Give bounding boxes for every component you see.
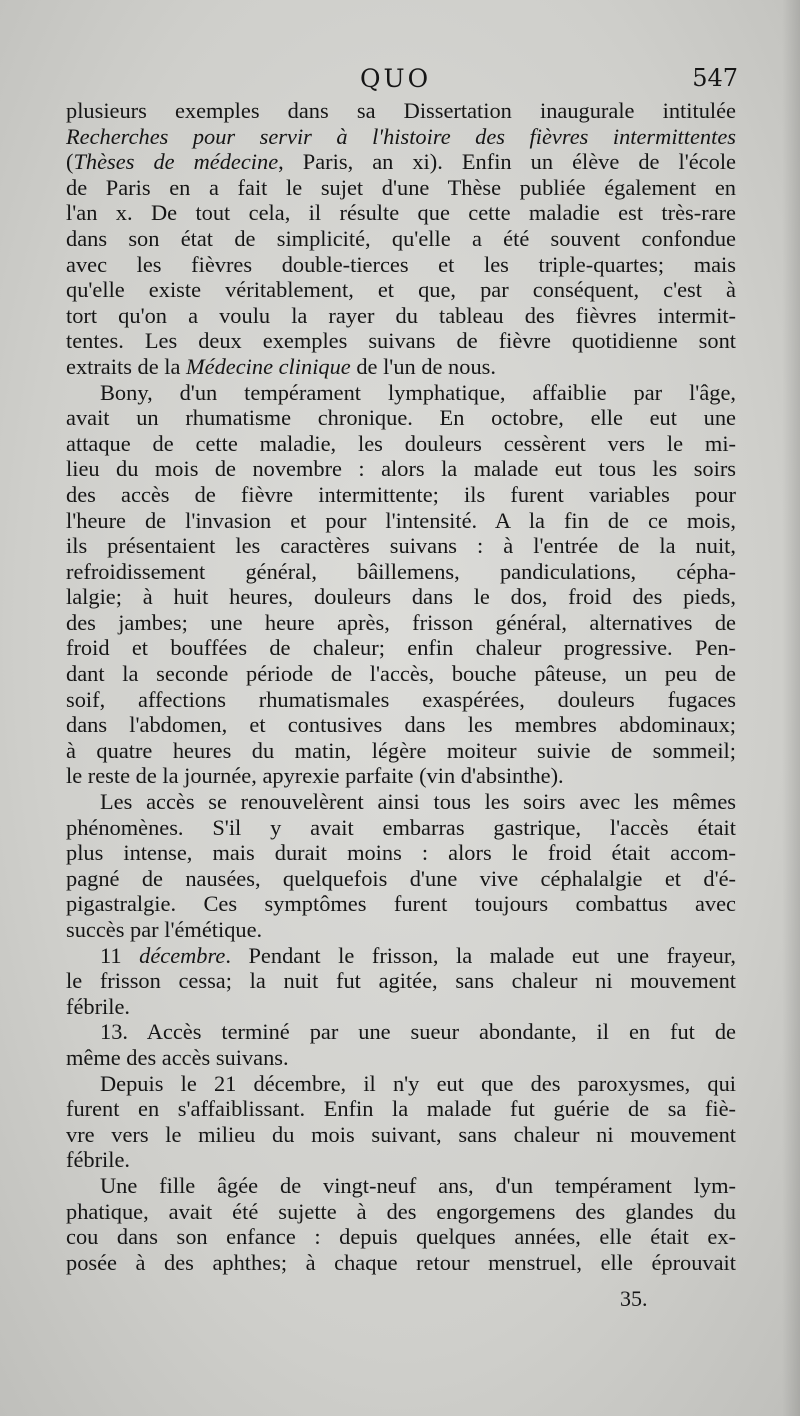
text-line: pagné de nausées, quelquefois d'une vive céphalalgie et d'é- [66, 865, 736, 891]
text-line: dans l'abdomen, et contusives dans les membres abdominaux; [66, 712, 736, 738]
text-line: succès par l'émétique. [66, 917, 263, 942]
text-line: attaque de cette maladie, les douleurs cessèrent vers le mi- [66, 430, 736, 456]
text-run: ( [66, 149, 74, 175]
text-line: 13. Accès terminé par une sueur abondante, il en fut de [100, 1019, 736, 1045]
text-line: même des accès suivans. [66, 1044, 289, 1070]
text-line: avait un rhumatisme chronique. En octobre, elle eut une [66, 405, 736, 431]
text-run: extraits de la [66, 353, 186, 379]
text-run: , Paris, an xi). Enfin un élève de l'école [278, 149, 736, 175]
text-run: . Pendant le frisson, la malade eut une frayeur, [225, 942, 736, 968]
italic-text: Médecine clinique [186, 353, 351, 379]
text-run: 11 [100, 942, 140, 968]
page-edge-shadow [782, 0, 800, 1416]
text-line: des jambes; une heure après, frisson général, alternatives de [66, 609, 736, 635]
text-line: dans son état de simplicité, qu'elle a été souvent confondue [66, 225, 736, 251]
text-line: posée à des aphthes; à chaque retour menstruel, elle éprouvait [66, 1249, 736, 1275]
text-line: Les accès se renouvelèrent ainsi tous les soirs avec les mêmes [100, 789, 736, 815]
text-line: vre vers le milieu du mois suivant, sans chaleur ni mouvement [66, 1121, 736, 1147]
text-line: plusieurs exemples dans sa Dissertation inaugurale intitulée [66, 98, 736, 123]
text-line [66, 943, 736, 969]
text-line: soif, affections rhumatismales exaspérées, douleurs fugaces [66, 686, 736, 712]
text-line: Bony, d'un tempérament lymphatique, affaiblie par l'âge, [100, 379, 736, 405]
text-line: plus intense, mais durait moins : alors le froid était accom- [66, 840, 736, 866]
text-line [66, 354, 736, 380]
text-line: le frisson cessa; la nuit fut agitée, sans chaleur ni mouvement [66, 968, 736, 994]
text-line: phénomènes. S'il y avait embarras gastrique, l'accès était [66, 814, 736, 840]
text-line: qu'elle existe véritablement, et que, par conséquent, c'est à [66, 277, 736, 303]
text-line: refroidissement général, bâillemens, pandiculations, cépha- [66, 558, 736, 584]
text-line [66, 149, 736, 175]
text-line: pigastralgie. Ces symptômes furent toujours combattus avec [66, 891, 736, 917]
text-line: furent en s'affaiblissant. Enfin la malade fut guérie de sa fiè- [66, 1096, 736, 1122]
text-line: avec les fièvres double-tierces et les triple-quartes; mais [66, 251, 736, 277]
running-head: QUO [360, 64, 432, 93]
signature-mark: 35. [620, 1286, 648, 1311]
italic-text: décembre [139, 942, 226, 968]
text-line: à quatre heures du matin, légère moiteur suivie de sommeil; [66, 737, 736, 763]
text-line: l'an x. De tout cela, il résulte que cette maladie est très-rare [66, 200, 736, 226]
italic-text: Recherches pour servir à l'histoire des fièvres intermittentes [66, 123, 736, 149]
text-line: fébrile. [66, 1147, 131, 1173]
text-line: lieu du mois de novembre : alors la malade eut tous les soirs [66, 456, 736, 482]
text-line: dant la seconde période de l'accès, bouche pâteuse, un peu de [66, 661, 736, 687]
text-run: de l'un de nous. [350, 353, 496, 379]
page-number: 547 [692, 64, 738, 92]
text-line: Depuis le 21 décembre, il n'y eut que des paroxysmes, qui [100, 1070, 736, 1096]
text-line: le reste de la journée, apyrexie parfaite (vin d'absinthe). [66, 763, 564, 789]
text-line: froid et bouffées de chaleur; enfin chaleur progressive. Pen- [66, 635, 736, 661]
page-header [0, 64, 800, 94]
text-line: de Paris en a fait le sujet d'une Thèse publiée également en [66, 174, 736, 200]
italic-text: Thèses de médecine [73, 149, 279, 175]
text-line [66, 124, 736, 150]
text-line: ils présentaient les caractères suivans : à l'entrée de la nuit, [66, 533, 736, 559]
text-line: tort qu'on a voulu la rayer du tableau des fièvres intermit- [66, 302, 736, 328]
text-line: tentes. Les deux exemples suivans de fièvre quotidienne sont [66, 328, 736, 354]
text-line: phatique, avait été sujette à des engorgemens des glandes du [66, 1198, 736, 1224]
text-line: fébrile. [66, 993, 131, 1019]
text-line: des accès de fièvre intermittente; ils furent variables pour [66, 481, 736, 507]
text-line: l'heure de l'invasion et pour l'intensité. A la fin de ce mois, [66, 507, 736, 533]
text-line: Une fille âgée de vingt-neuf ans, d'un tempérament lym- [100, 1172, 736, 1198]
body-text [66, 98, 736, 1275]
text-line: cou dans son enfance : depuis quelques années, elle était ex- [66, 1224, 736, 1250]
text-line: lalgie; à huit heures, douleurs dans le dos, froid des pieds, [66, 584, 736, 610]
